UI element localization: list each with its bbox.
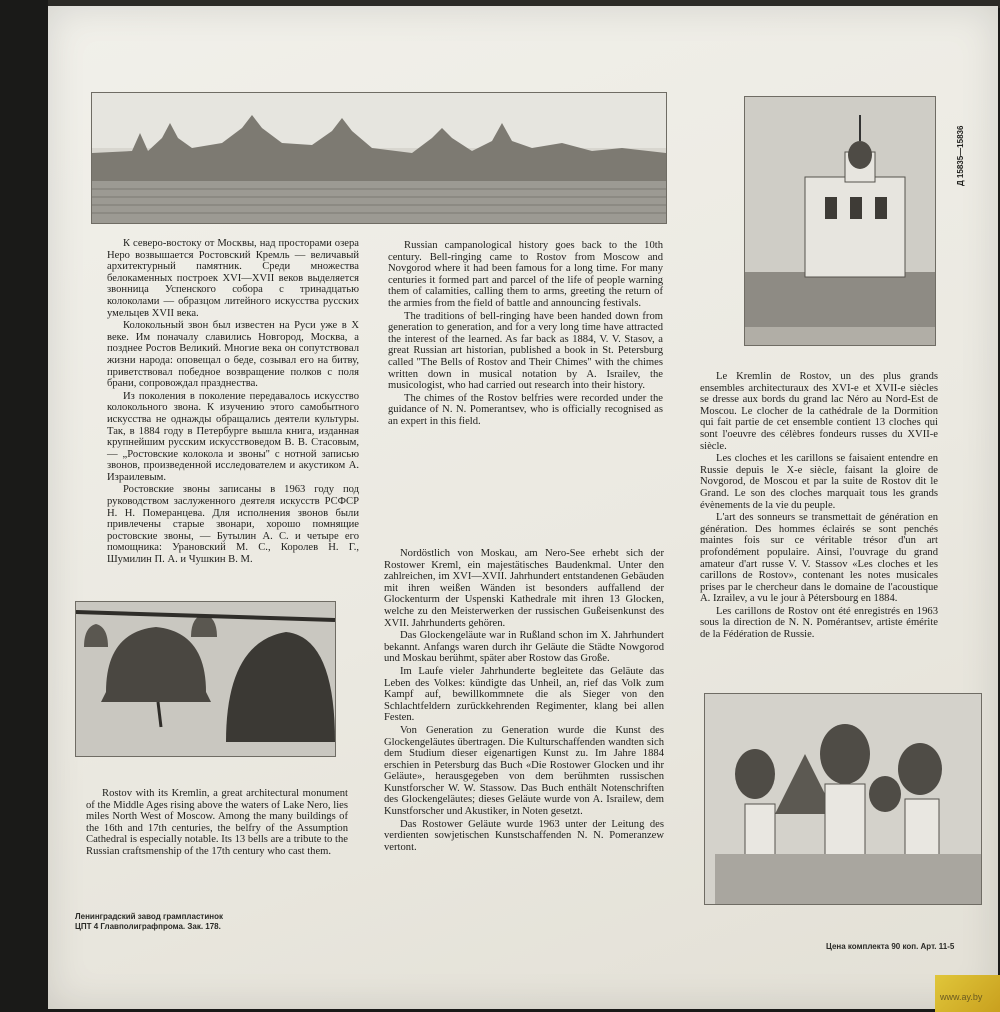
belfry-photo: [744, 96, 936, 346]
imprint: [75, 912, 305, 932]
paragraph: Von Generation zu Generation wurde die Kunst des Glockengeläutes übertragen. Die Kulturschaffenden wandten sich dem Studium dieser eigenartigen Kunst zu. Im Jahre 1884 erschien in Petersburg das Buch «Die Rostower Glocken und ihr Geläute», herausgegeben von dem berühmten russischen Kunstforscher W. W. Stassow. Das Buch enthält Notenschriften des Glockengeläutes; dieses Geläute wurde von A. Israilew, dem Kunstforscher und Akustiker, in Noten gesetzt.: [384, 724, 664, 818]
domes-photo: [704, 693, 982, 905]
paragraph: Das Rostower Geläute wurde 1963 unter der Leitung des verdienten sowjetischen Kunstschaffenden N. N. Pomeranzew vertont.: [384, 818, 664, 853]
paragraph: The traditions of bell-ringing have been handed down from generation to generation, and for a very long time have attracted the interest of the learned. As far back as 1884, V. V. Stasov, a great Russian art historian, published a book in St. Petersburg called "The Bells of Rostov and Their Chimes" with the chimes written down in musical notation by A. Israilev, the musicologist, who had carried out research into their history.: [388, 310, 663, 392]
russian-text-block: [107, 238, 359, 567]
bells-photo: [75, 601, 336, 757]
paragraph: L'art des sonneurs se transmettait de génération en génération. Des hommes éclairés se sont penchés maintes fois sur ce véritable trésor d'un art profondément populaire. Ainsi, l'ouvrage du grand amateur d'art russe V. V. Stassov «Les cloches et les carillons de Rostov», contenant les notes musicales prises par le chercheur dans le domaine de l'acoustique A. Izrailev, a vu le jour à Pétersbourg en 1884.: [700, 512, 938, 605]
paragraph: Les cloches et les carillons se faisaient entendre en Russie depuis le X-e siècle, faisant la gloire de Novgorod, de Moscou et par la suite de Rostov dit le Grand. Le son des cloches marquait tous les grands évènements de la vie du peuple.: [700, 453, 938, 511]
paragraph: The chimes of the Rostov belfries were recorded under the guidance of N. N. Pomerantsev, who is officially recognised as an expert in this field.: [388, 392, 663, 427]
paragraph: К северо-востоку от Москвы, над просторами озера Неро возвышается Ростовский Кремль — величавый архитектурный памятник. Среди множества белокаменных построек XVI—XVII веков выделяется звонница Успенского собора с тринадцатью колоколами — образцом литейного искусства русских умельцев XVII века.: [107, 238, 359, 319]
paragraph: Колокольный звон был известен на Руси уже в X веке. Им поначалу славились Новгород, Москва, а позднее Ростов Великий. Многие века он сопутствовал жизни народа: оповещал о беде, созывал его на битву, приветствовал победное возвращение полков с поля брани, сопровождал празднества.: [107, 320, 359, 390]
paragraph: Les carillons de Rostov ont été enregistrés en 1963 sous la direction de N. N. Pomérantsev, artiste émérite de la Fédération de Russie.: [700, 605, 938, 641]
watermark: www.ay.by: [940, 992, 983, 1002]
price-label: Цена комплекта 90 коп. Арт. 11-5: [826, 942, 955, 951]
kremlin-panorama-photo: [91, 92, 667, 224]
paragraph: Russian campanological history goes back to the 10th century. Bell-ringing came to Rostov from Moscow and Novgorod where it had been famous for a long time. For many centuries it formed part and parcel of the life of people warning them of calamities, calling them to arms, greeting the return of the armies from the field of battle and announcing festivals.: [388, 240, 663, 309]
catalog-number: Д 15835—15836: [956, 125, 965, 186]
french-text-block: [700, 371, 938, 642]
paragraph: Im Laufe vieler Jahrhunderte begleitete das Geläute das Leben des Volkes: kündigte das Unheil, an, rief das Volk zum Kampf auf, bewillkommnete die als Sieger von den Schlachtfeldern zurückkehrenden Regimenter, klang bei allen Festen.: [384, 665, 664, 724]
paragraph: Ростовские звоны записаны в 1963 году под руководством заслуженного деятеля искусств РСФСР Н. Н. Померанцева. Для исполнения звонов были привлечены старые звонари, хорошо помнящие ростовские звоны, — Бутылин А. С. и четыре его помощника: Урановский М. С., Королев Н. Г., Шумилин П. А. и Чушкин В. М.: [107, 484, 359, 566]
imprint-line: Ленинградский завод грампластинок: [75, 912, 223, 921]
paragraph: Das Glockengeläute war in Rußland schon im X. Jahrhundert bekannt. Anfangs waren durch ihr Geläute die Städte Nowgorod und Moskau berühmt, später aber Rostow das Große.: [384, 630, 664, 665]
english-summary-block: [86, 788, 348, 859]
english-text-block: [388, 240, 663, 429]
paragraph: Rostov with its Kremlin, a great architectural monument of the Middle Ages rising above the waters of Lake Nero, lies miles North West of Moscow. Among the many buildings of the 16th and 17th centuries, the belfry of the Assumption Cathedral is especially notable. Its 13 bells are a tribute to the Russian craftsmenship of the 17th century who cast them.: [86, 788, 348, 857]
imprint-line: ЦПТ 4 Главполиграфпрома. Зак. 178.: [75, 922, 221, 931]
paragraph: Из поколения в поколение передавалось искусство колокольного звона. К изучению этого самобытного искусства не однажды обращались деятели культуры. Так, в 1884 году в Петербурге вышла книга, изданная крупнейшим русским искусствоведом В. В. Стасовым, — „Ростовские колокола и звоны" с нотной записью звонов, произведенной исследователем и акустиком А. Израилевым.: [107, 390, 359, 483]
paragraph: Nordöstlich von Moskau, am Nero-See erhebt sich der Rostower Kreml, ein majestätisches Baudenkmal. Unter den zahlreichen, im XVI—XVII. Jahrhundert entstandenen Gebäuden mit ihren weißen Wänden ist besonders auffallend der Glockenturm der Uspenski Kathedrale mit ihren 13 Glocken, welche zu den Meisterwerken der russischen Gußeisenkunst des XVII. Jahrhunderts gehören.: [384, 548, 664, 629]
german-text-block: [384, 548, 664, 854]
paragraph: Le Kremlin de Rostov, un des plus grands ensembles architecturaux des XVI-e et XVII-e siècles se dresse aux bords du grand lac Néro au Nord-Est de Moscou. Le clocher de la cathédrale de la Dormition qui fait partie de cet ensemble contient 13 cloches qui sont l'oeuvre des célèbres fondeurs russes du XVII-e siècle.: [700, 371, 938, 452]
